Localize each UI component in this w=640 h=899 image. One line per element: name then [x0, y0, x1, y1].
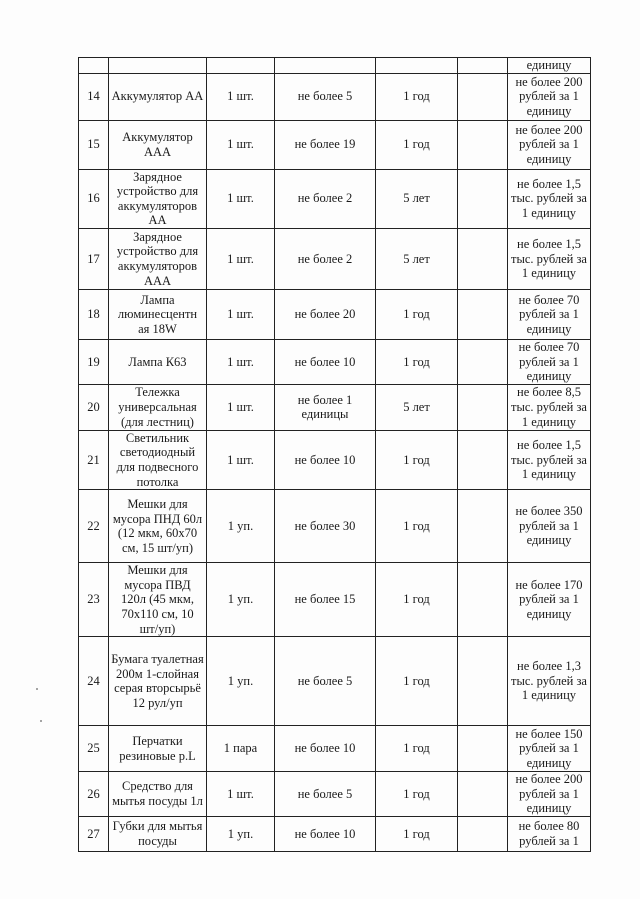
supplies-table	[78, 57, 591, 852]
cell-unit: 1 шт.	[207, 384, 275, 430]
cell-term: 1 год	[376, 563, 458, 637]
cell-name: Тележка универсальная (для лестниц)	[109, 384, 207, 430]
cell-price: не более 200 рублей за 1 единицу	[508, 73, 591, 120]
cell-unit: 1 уп.	[207, 490, 275, 563]
cell-empty	[458, 58, 508, 74]
cell-empty	[458, 430, 508, 489]
cell-price: не более 70 рублей за 1 единицу	[508, 339, 591, 384]
cell-number: 15	[79, 120, 109, 169]
cell-number: 18	[79, 289, 109, 339]
cell-empty	[458, 637, 508, 726]
cell-price: не более 1,5 тыс. рублей за 1 единицу	[508, 169, 591, 228]
table-row	[79, 563, 591, 637]
table-row	[79, 726, 591, 772]
cell-amount: не более 10	[275, 430, 376, 489]
cell-name: Бумага туалетная 200м 1-слойная серая вторсырьё 12 рул/уп	[109, 637, 207, 726]
cell-amount: не более 20	[275, 289, 376, 339]
cell-amount: не более 10	[275, 816, 376, 851]
cell-name: Аккумулятор АА	[109, 73, 207, 120]
cell-term: 1 год	[376, 490, 458, 563]
table-row	[79, 169, 591, 228]
cell-price: не более 80 рублей за 1	[508, 816, 591, 851]
cell-term: 1 год	[376, 73, 458, 120]
table-row	[79, 637, 591, 726]
cell-name: Аккумулятор ААА	[109, 120, 207, 169]
cell-number: 20	[79, 384, 109, 430]
cell-term: 5 лет	[376, 228, 458, 289]
cell-amount: не более 5	[275, 637, 376, 726]
cell-name: Зарядное устройство для аккумуляторов АА	[109, 169, 207, 228]
cell-empty	[79, 58, 109, 74]
cell-amount: не более 19	[275, 120, 376, 169]
cell-number: 26	[79, 772, 109, 817]
cell-name: Лампа К63	[109, 339, 207, 384]
cell-term: 1 год	[376, 816, 458, 851]
cell-name: Перчатки резиновые р.L	[109, 726, 207, 772]
cell-empty	[458, 490, 508, 563]
table-row	[79, 772, 591, 817]
cell-unit: 1 уп.	[207, 816, 275, 851]
cell-price: не более 350 рублей за 1 единицу	[508, 490, 591, 563]
cell-price: не более 200 рублей за 1 единицу	[508, 772, 591, 817]
cell-unit: 1 шт.	[207, 772, 275, 817]
cell-unit: 1 шт.	[207, 289, 275, 339]
cell-number: 17	[79, 228, 109, 289]
cell-empty	[207, 58, 275, 74]
cell-number: 14	[79, 73, 109, 120]
cell-empty	[458, 228, 508, 289]
table-row	[79, 384, 591, 430]
cell-unit: 1 уп.	[207, 563, 275, 637]
table-row-continued	[79, 58, 591, 74]
cell-price: не более 8,5 тыс. рублей за 1 единицу	[508, 384, 591, 430]
cell-unit: 1 уп.	[207, 637, 275, 726]
cell-term: 1 год	[376, 120, 458, 169]
cell-term: 1 год	[376, 726, 458, 772]
cell-unit: 1 шт.	[207, 120, 275, 169]
cell-name: Средство для мытья посуды 1л	[109, 772, 207, 817]
cell-empty	[458, 563, 508, 637]
cell-name: Светильник светодиодный для подвесного потолка	[109, 430, 207, 489]
cell-number: 22	[79, 490, 109, 563]
cell-number: 16	[79, 169, 109, 228]
cell-empty	[376, 58, 458, 74]
table-row	[79, 289, 591, 339]
cell-number: 23	[79, 563, 109, 637]
cell-price: не более 1,5 тыс. рублей за 1 единицу	[508, 430, 591, 489]
cell-empty	[458, 339, 508, 384]
cell-amount: не более 10	[275, 339, 376, 384]
scan-speck	[36, 688, 38, 690]
table-row	[79, 339, 591, 384]
cell-empty	[458, 384, 508, 430]
cell-number: 19	[79, 339, 109, 384]
cell-empty	[109, 58, 207, 74]
cell-price: не более 1,5 тыс. рублей за 1 единицу	[508, 228, 591, 289]
table-row	[79, 490, 591, 563]
cell-amount: не более 15	[275, 563, 376, 637]
cell-amount: не более 5	[275, 73, 376, 120]
cell-empty	[458, 726, 508, 772]
cell-name: Мешки для мусора ПНД 60л (12 мкм, 60х70 см, 15 шт/уп)	[109, 490, 207, 563]
cell-unit: 1 пара	[207, 726, 275, 772]
cell-unit: 1 шт.	[207, 73, 275, 120]
cell-amount: не более 2	[275, 228, 376, 289]
cell-amount: не более 5	[275, 772, 376, 817]
cell-empty	[458, 120, 508, 169]
cell-term: 1 год	[376, 289, 458, 339]
cell-term: 1 год	[376, 772, 458, 817]
cell-price: не более 1,3 тыс. рублей за 1 единицу	[508, 637, 591, 726]
table-row	[79, 120, 591, 169]
cell-empty	[458, 73, 508, 120]
cell-number: 24	[79, 637, 109, 726]
cell-empty	[275, 58, 376, 74]
cell-name: Мешки для мусора ПВД 120л (45 мкм, 70х110 см, 10 шт/уп)	[109, 563, 207, 637]
table-row	[79, 228, 591, 289]
cell-price: единицу	[508, 58, 591, 74]
cell-term: 5 лет	[376, 169, 458, 228]
cell-amount: не более 30	[275, 490, 376, 563]
cell-unit: 1 шт.	[207, 169, 275, 228]
scan-speck	[40, 720, 42, 722]
cell-number: 21	[79, 430, 109, 489]
table-row	[79, 430, 591, 489]
cell-term: 1 год	[376, 430, 458, 489]
cell-unit: 1 шт.	[207, 430, 275, 489]
cell-term: 1 год	[376, 339, 458, 384]
cell-name: Зарядное устройство для аккумуляторов ААА	[109, 228, 207, 289]
cell-number: 25	[79, 726, 109, 772]
table-row	[79, 73, 591, 120]
cell-name: Губки для мытья посуды	[109, 816, 207, 851]
cell-empty	[458, 289, 508, 339]
cell-amount: не более 2	[275, 169, 376, 228]
cell-number: 27	[79, 816, 109, 851]
cell-price: не более 200 рублей за 1 единицу	[508, 120, 591, 169]
cell-amount: не более 10	[275, 726, 376, 772]
cell-term: 1 год	[376, 637, 458, 726]
cell-price: не более 150 рублей за 1 единицу	[508, 726, 591, 772]
cell-empty	[458, 169, 508, 228]
cell-empty	[458, 816, 508, 851]
cell-unit: 1 шт.	[207, 339, 275, 384]
cell-price: не более 170 рублей за 1 единицу	[508, 563, 591, 637]
cell-unit: 1 шт.	[207, 228, 275, 289]
cell-term: 5 лет	[376, 384, 458, 430]
table-row	[79, 816, 591, 851]
cell-name: Лампа люминесцентн ая 18W	[109, 289, 207, 339]
cell-price: не более 70 рублей за 1 единицу	[508, 289, 591, 339]
cell-amount: не более 1 единицы	[275, 384, 376, 430]
cell-empty	[458, 772, 508, 817]
